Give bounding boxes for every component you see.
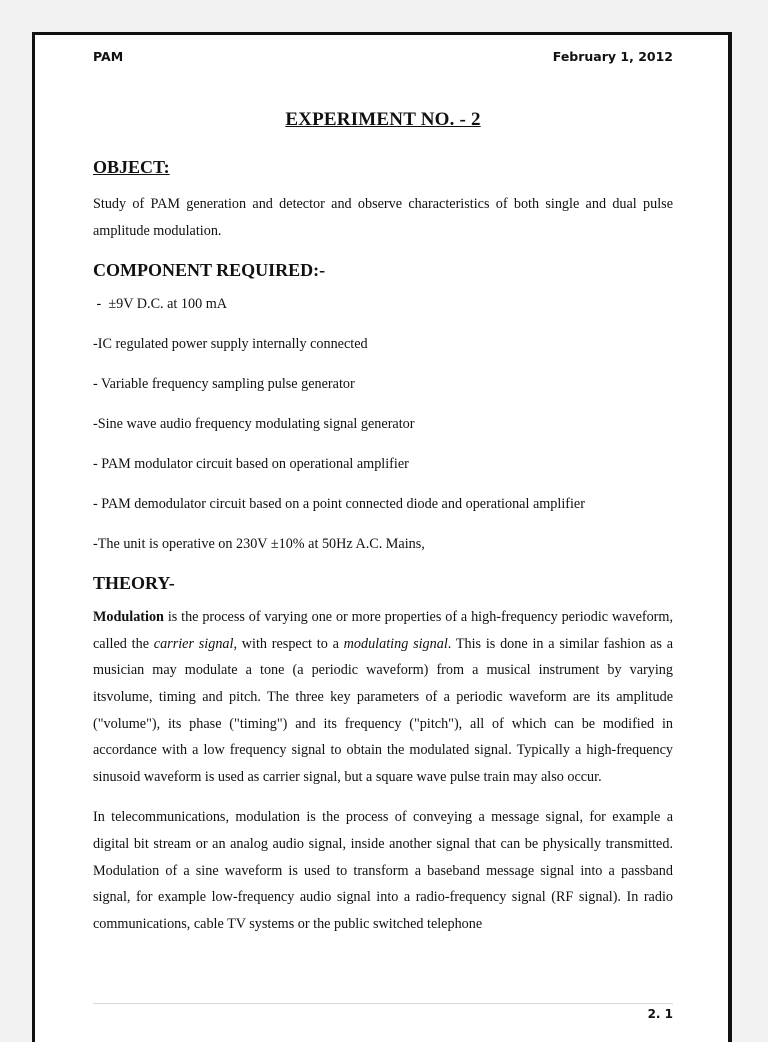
component-item: -The unit is operative on 230V ±10% at 50Hz A.C. Mains,: [93, 536, 425, 553]
modulating-signal-term: modulating signal: [343, 635, 448, 652]
components-heading: COMPONENT REQUIRED:-: [93, 260, 326, 281]
experiment-title: EXPERIMENT NO. - 2: [285, 109, 481, 130]
theory-paragraph-2: In telecommunications, modulation is the process of conveying a message signal, for example a digital bit stream or an analog audio signal, inside another signal that can be physically transmitted. Modulation of a sine waveform is used to transform a baseband message signal into a passband signal, for example low-frequency audio signal into a radio-frequency signal (RF signal). In radio communications, cable TV systems or the public switched telephone: [93, 809, 673, 932]
component-item: -IC regulated power supply internally connected: [93, 336, 368, 353]
document-page: [32, 32, 732, 1042]
object-text: Study of PAM generation and detector and observe characteristics of both single and dual pulse amplitude modulation.: [93, 196, 673, 239]
page-header: [93, 49, 673, 64]
paragraph-text: , with respect to a: [233, 635, 344, 652]
component-item: - ±9V D.C. at 100 mA: [93, 296, 228, 313]
footer-divider: [93, 1003, 673, 1004]
object-heading: OBJECT:: [93, 157, 170, 177]
component-item: - Variable frequency sampling pulse generator: [93, 376, 355, 393]
page-content: [93, 109, 673, 937]
theory-paragraph-1: [93, 604, 673, 790]
component-item: -Sine wave audio frequency modulating signal generator: [93, 416, 415, 433]
header-date: February 1, 2012: [552, 49, 673, 64]
page-number: 2. 1: [647, 1007, 673, 1021]
component-item: - PAM demodulator circuit based on a point connected diode and operational amplifier: [93, 496, 585, 513]
paragraph-text: . This is done in a similar fashion as a musician may modulate a tone (a periodic waveform) from a musical instrument by varying itsvolume, timing and pitch. The three key parameters of a periodic waveform are its amplitude ("volume"), its phase ("timing") and its frequency ("pitch"), all of which can be modified in accordance with a low frequency signal to obtain the modulated signal. Typically a high-frequency sinusoid waveform is used as carrier signal, but a square wave pulse train may also occur.: [93, 635, 673, 785]
modulation-term: Modulation: [93, 609, 164, 626]
theory-heading: THEORY-: [93, 573, 175, 594]
carrier-signal-term: carrier signal: [153, 635, 234, 652]
header-title: PAM: [93, 49, 124, 64]
paragraph-text: is the process of varying one or more properties of a high-frequency periodic waveform, called the: [93, 609, 673, 652]
component-item: - PAM modulator circuit based on operational amplifier: [93, 456, 409, 473]
